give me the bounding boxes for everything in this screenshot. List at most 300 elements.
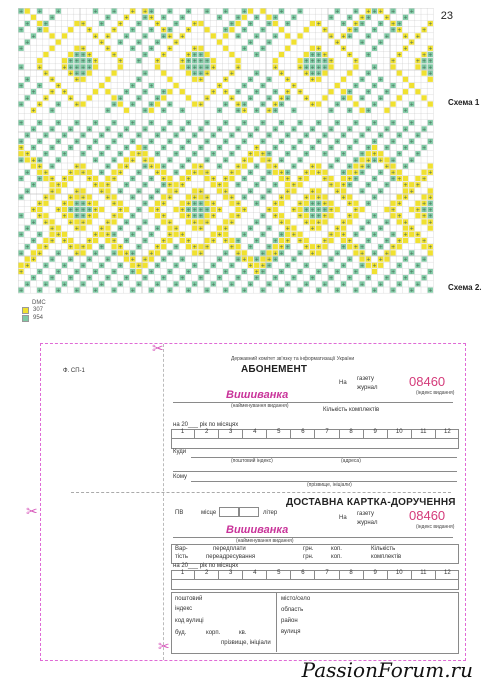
- stitch-symbol: +: [409, 269, 414, 276]
- stitch-symbol: +: [390, 120, 396, 127]
- stitch-symbol: +: [149, 250, 154, 257]
- stitch-symbol: +: [285, 133, 290, 139]
- stitch-cell: [143, 263, 148, 268]
- stitch-symbol: +: [260, 83, 266, 90]
- stitch-symbol: +: [297, 238, 303, 245]
- month-cell: 10: [387, 570, 411, 579]
- stitch-symbol: +: [260, 195, 266, 201]
- stitch-cell: [37, 207, 42, 212]
- stitch-symbol: +: [142, 126, 148, 133]
- stitch-symbol: +: [93, 9, 98, 15]
- stitch-symbol: +: [229, 219, 235, 226]
- address-box: [171, 592, 459, 654]
- stitch-symbol: +: [304, 58, 309, 65]
- kop-label: коп.: [331, 554, 342, 560]
- stitch-symbol: +: [111, 102, 117, 108]
- stitch-cell: [291, 226, 296, 231]
- mistse-label: місце: [201, 510, 217, 516]
- stitch-symbol: +: [415, 133, 421, 139]
- stitch-symbol: +: [223, 176, 228, 183]
- stitch-symbol: +: [403, 126, 408, 133]
- stitch-symbol: +: [223, 27, 228, 34]
- stitch-symbol: +: [279, 157, 284, 164]
- stitch-symbol: +: [235, 89, 241, 96]
- stitch-symbol: +: [254, 182, 259, 189]
- stitch-symbol: +: [211, 263, 216, 270]
- stitch-symbol: +: [260, 139, 266, 146]
- stitch-cell: [105, 188, 110, 193]
- stitch-symbol: +: [273, 164, 278, 170]
- stitch-symbol: +: [397, 151, 402, 158]
- stitch-symbol: +: [254, 89, 259, 96]
- stitch-symbol: +: [378, 133, 383, 139]
- stitch-symbol: +: [384, 89, 390, 96]
- stitch-cell: [167, 226, 172, 231]
- stitch-symbol: +: [186, 269, 191, 276]
- stitch-symbol: +: [291, 15, 297, 22]
- stitch-symbol: +: [167, 102, 173, 108]
- stitch-symbol: +: [180, 164, 185, 170]
- stitch-symbol: +: [18, 176, 24, 183]
- stitch-symbol: +: [285, 89, 290, 96]
- stitch-symbol: +: [279, 288, 284, 294]
- stitch-symbol: +: [192, 219, 197, 226]
- stitch-symbol: +: [366, 164, 371, 170]
- stitch-symbol: +: [372, 139, 377, 146]
- stitch-cell: [285, 195, 290, 200]
- stitch-symbol: +: [279, 102, 284, 108]
- kudy-label: Куди: [173, 449, 187, 455]
- stitch-symbol: +: [297, 120, 303, 127]
- month-cell: 3: [218, 570, 242, 579]
- stitch-symbol: +: [37, 64, 42, 71]
- stitch-cell: [81, 226, 86, 231]
- stitch-symbol: +: [229, 170, 235, 177]
- stitch-symbol: +: [173, 170, 179, 177]
- legend-item: [22, 314, 46, 322]
- stitch-symbol: +: [68, 257, 73, 263]
- stitch-symbol: +: [155, 40, 160, 46]
- gazetu-label: газету: [357, 376, 374, 382]
- stitch-symbol: +: [111, 288, 117, 294]
- stitch-cell: [329, 176, 334, 181]
- stitch-symbol: +: [248, 40, 253, 46]
- stitch-symbol: +: [409, 9, 414, 15]
- stitch-symbol: +: [31, 207, 36, 214]
- stitch-cell: [205, 27, 210, 32]
- stitch-symbol: +: [68, 71, 73, 77]
- stitch-symbol: +: [409, 120, 414, 127]
- stitch-symbol: +: [204, 195, 210, 201]
- stitch-symbol: +: [49, 126, 55, 133]
- stitch-symbol: +: [167, 232, 173, 239]
- stitch-symbol: +: [366, 9, 371, 15]
- month-cell: 9: [363, 570, 387, 579]
- stitch-symbol: +: [167, 139, 173, 146]
- stitch-symbol: +: [285, 281, 290, 288]
- stitch-symbol: +: [118, 226, 123, 232]
- stitch-symbol: +: [235, 238, 241, 245]
- stitch-cell: [391, 213, 396, 218]
- stitch-symbol: +: [347, 201, 352, 208]
- stitch-symbol: +: [192, 263, 197, 270]
- na-label: На: [339, 515, 347, 521]
- stitch-cell: [279, 213, 284, 218]
- stitch-symbol: +: [341, 133, 346, 139]
- stitch-symbol: +: [304, 170, 309, 177]
- stitch-symbol: +: [167, 46, 173, 53]
- stitch-symbol: +: [130, 102, 135, 108]
- stitch-symbol: +: [111, 269, 117, 276]
- stitch-symbol: +: [285, 238, 290, 245]
- stitch-symbol: +: [161, 176, 166, 183]
- stitch-cell: [211, 58, 216, 63]
- stitch-cell: [167, 188, 172, 193]
- stitch-symbol: +: [31, 145, 36, 152]
- stitch-cell: [186, 219, 191, 224]
- stitch-symbol: +: [99, 40, 104, 46]
- stitch-cell: [74, 21, 79, 26]
- stitch-symbol: +: [304, 281, 309, 288]
- pattern-grid: [18, 8, 436, 298]
- stitch-symbol: +: [62, 133, 67, 139]
- stitch-cell: [81, 102, 86, 107]
- cut-line: [71, 492, 451, 493]
- stitch-symbol: +: [372, 120, 377, 127]
- stitch-cell: [341, 188, 346, 193]
- stitch-symbol: +: [62, 281, 67, 288]
- stitch-cell: [322, 170, 327, 175]
- stitch-symbol: +: [242, 139, 247, 146]
- stitch-symbol: +: [310, 126, 315, 133]
- stitch-symbol: +: [316, 213, 321, 220]
- stitch-cell: [372, 269, 377, 274]
- stitch-symbol: +: [186, 238, 191, 245]
- stitch-cell: [378, 151, 383, 156]
- stitch-symbol: +: [235, 213, 241, 220]
- stitch-symbol: +: [316, 71, 321, 77]
- stitch-cell: [149, 157, 154, 162]
- stitch-symbol: +: [68, 145, 73, 152]
- stitch-symbol: +: [142, 182, 148, 189]
- stitch-symbol: +: [366, 145, 371, 152]
- stitch-symbol: +: [192, 281, 197, 288]
- stitch-cell: [105, 238, 110, 243]
- stitch-symbol: +: [384, 182, 390, 189]
- stitch-symbol: +: [74, 201, 80, 208]
- stitch-cell: [50, 182, 55, 187]
- stitch-symbol: +: [310, 64, 315, 71]
- stitch-symbol: +: [192, 151, 197, 158]
- stitch-symbol: +: [403, 108, 408, 115]
- stitch-symbol: +: [149, 83, 154, 90]
- stitch-symbol: +: [25, 133, 30, 139]
- stitch-cell: [198, 46, 203, 51]
- stitch-symbol: +: [198, 126, 204, 133]
- stitch-symbol: +: [335, 188, 340, 195]
- stitch-symbol: +: [204, 58, 210, 65]
- stitch-symbol: +: [254, 238, 259, 245]
- stitch-symbol: +: [74, 269, 80, 276]
- stitch-symbol: +: [366, 108, 371, 115]
- stitch-symbol: +: [155, 21, 160, 28]
- stitch-symbol: +: [421, 207, 427, 214]
- stitch-cell: [260, 257, 265, 262]
- stitch-symbol: +: [211, 64, 216, 71]
- stitch-symbol: +: [111, 213, 117, 220]
- stitch-symbol: +: [74, 288, 80, 294]
- stitch-cell: [161, 95, 166, 100]
- postal-index-label: індекс: [175, 606, 193, 612]
- stitch-symbol: +: [285, 95, 290, 102]
- stitch-symbol: +: [142, 164, 148, 170]
- stitch-symbol: +: [18, 102, 24, 108]
- stitch-cell: [409, 83, 414, 88]
- stitch-symbol: +: [167, 195, 173, 201]
- stitch-symbol: +: [347, 182, 352, 189]
- stitch-symbol: +: [359, 95, 365, 102]
- stitch-symbol: +: [310, 201, 315, 208]
- stitch-symbol: +: [56, 157, 61, 164]
- stitch-symbol: +: [328, 33, 334, 40]
- stitch-symbol: +: [142, 52, 148, 59]
- stitch-symbol: +: [341, 151, 346, 158]
- stitch-symbol: +: [347, 145, 352, 152]
- stitch-symbol: +: [56, 269, 61, 276]
- stitch-symbol: +: [49, 15, 55, 22]
- stitch-symbol: +: [279, 232, 284, 239]
- stitch-cell: [415, 176, 420, 181]
- stitch-symbol: +: [37, 269, 42, 276]
- stitch-cell: [403, 226, 408, 231]
- stitch-symbol: +: [378, 257, 383, 263]
- stitch-symbol: +: [80, 244, 86, 251]
- stitch-cell: [192, 102, 197, 107]
- stitch-symbol: +: [359, 15, 365, 22]
- stitch-symbol: +: [136, 281, 142, 288]
- stitch-symbol: +: [322, 281, 328, 288]
- stitch-symbol: +: [80, 21, 86, 28]
- stitch-symbol: +: [384, 250, 390, 257]
- stitch-symbol: +: [285, 21, 290, 28]
- stitch-symbol: +: [310, 250, 315, 257]
- stitch-symbol: +: [428, 219, 433, 226]
- stitch-symbol: +: [341, 195, 346, 201]
- legend-code: 307: [33, 307, 44, 313]
- stitch-cell: [112, 219, 117, 224]
- stitch-cell: [298, 232, 303, 237]
- stitch-symbol: +: [87, 52, 92, 59]
- stitch-symbol: +: [74, 64, 80, 71]
- stitch-symbol: +: [260, 288, 266, 294]
- stitch-symbol: +: [242, 120, 247, 127]
- stitch-symbol: +: [161, 89, 166, 96]
- stitch-cell: [415, 238, 420, 243]
- stitch-cell: [161, 244, 166, 249]
- stitch-symbol: +: [105, 195, 111, 201]
- stitch-symbol: +: [366, 201, 371, 208]
- stitch-symbol: +: [415, 151, 421, 158]
- stitch-symbol: +: [80, 207, 86, 214]
- stitch-cell: [223, 46, 228, 51]
- stitch-cell: [409, 207, 414, 212]
- rule: [171, 438, 459, 439]
- peredplaty-label: передплати: [213, 546, 246, 552]
- stitch-symbol: +: [353, 21, 359, 28]
- stitch-symbol: +: [304, 133, 309, 139]
- stitch-symbol: +: [316, 201, 321, 208]
- address-caption: (адреса): [341, 458, 361, 464]
- stitch-symbol: +: [223, 9, 228, 15]
- stitch-symbol: +: [266, 281, 272, 288]
- stitch-symbol: +: [25, 95, 30, 102]
- stitch-symbol: +: [142, 201, 148, 208]
- stitch-symbol: +: [74, 139, 80, 146]
- stitch-symbol: +: [18, 269, 24, 276]
- stitch-symbol: +: [99, 263, 104, 270]
- stitch-symbol: +: [390, 157, 396, 164]
- stitch-symbol: +: [198, 145, 204, 152]
- stitch-symbol: +: [186, 64, 191, 71]
- stitch-symbol: +: [260, 46, 266, 53]
- stitch-cell: [161, 219, 166, 224]
- stitch-symbol: +: [266, 77, 272, 84]
- stitch-symbol: +: [130, 213, 135, 220]
- stitch-cell: [322, 95, 327, 100]
- stitch-cell: [87, 71, 92, 76]
- stitch-cell: [68, 238, 73, 243]
- stitch-symbol: +: [180, 58, 185, 65]
- stitch-cell: [19, 263, 24, 268]
- stitch-cell: [198, 21, 203, 26]
- stitch-symbol: +: [130, 9, 135, 15]
- stitch-symbol: +: [235, 15, 241, 22]
- stitch-symbol: +: [161, 15, 166, 22]
- stitch-symbol: +: [260, 151, 266, 158]
- stitch-cell: [236, 207, 241, 212]
- stitch-symbol: +: [43, 170, 49, 177]
- stitch-symbol: +: [130, 250, 135, 257]
- stitch-cell: [397, 71, 402, 76]
- stitch-cell: [223, 195, 228, 200]
- stitch-symbol: +: [235, 102, 241, 108]
- stitch-cell: [112, 170, 117, 175]
- stitch-symbol: +: [409, 157, 414, 164]
- district-label: район: [281, 618, 298, 624]
- stitch-cell: [43, 176, 48, 181]
- month-cell: 6: [290, 429, 314, 438]
- stitch-symbol: +: [335, 102, 340, 108]
- stitch-cell: [192, 226, 197, 231]
- stitch-symbol: +: [291, 207, 297, 214]
- stitch-symbol: +: [266, 170, 272, 177]
- stitch-symbol: +: [118, 95, 123, 102]
- zhurnal-label: журнал: [357, 520, 378, 526]
- stitch-symbol: +: [87, 176, 92, 183]
- stitch-symbol: +: [37, 288, 42, 294]
- stitch-symbol: +: [322, 27, 328, 34]
- stitch-symbol: +: [372, 213, 377, 220]
- stitch-symbol: +: [173, 281, 179, 288]
- stitch-cell: [50, 195, 55, 200]
- stitch-symbol: +: [99, 226, 104, 232]
- year-label: на 20___ рік по місяцях: [173, 563, 239, 569]
- stitch-symbol: +: [359, 250, 365, 257]
- stitch-symbol: +: [62, 238, 67, 245]
- stitch-symbol: +: [390, 269, 396, 276]
- stitch-symbol: +: [415, 58, 421, 65]
- stitch-symbol: +: [310, 164, 315, 170]
- stitch-symbol: +: [198, 226, 204, 232]
- stitch-symbol: +: [111, 157, 117, 164]
- stitch-symbol: +: [279, 195, 284, 201]
- stitch-symbol: +: [372, 9, 377, 15]
- stitch-symbol: +: [378, 281, 383, 288]
- stitch-symbol: +: [273, 182, 278, 189]
- stitch-symbol: +: [353, 120, 359, 127]
- stitch-cell: [93, 213, 98, 218]
- stitch-symbol: +: [248, 281, 253, 288]
- stitch-cell: [87, 195, 92, 200]
- stitch-symbol: +: [428, 269, 433, 276]
- stitch-symbol: +: [136, 170, 142, 177]
- stitch-symbol: +: [335, 226, 340, 232]
- stitch-cell: [124, 157, 129, 162]
- stitch-symbol: +: [428, 288, 433, 294]
- stitch-cell: [310, 219, 315, 224]
- stitch-cell: [74, 170, 79, 175]
- stitch-symbol: +: [254, 201, 259, 208]
- stitch-symbol: +: [390, 21, 396, 28]
- stitch-symbol: +: [347, 52, 352, 59]
- stitch-symbol: +: [229, 263, 235, 270]
- stitch-symbol: +: [366, 71, 371, 77]
- stitch-symbol: +: [242, 269, 247, 276]
- stitch-symbol: +: [80, 195, 86, 201]
- stitch-cell: [285, 219, 290, 224]
- stitch-symbol: +: [49, 226, 55, 232]
- stitch-symbol: +: [372, 250, 377, 257]
- stitch-symbol: +: [341, 182, 346, 189]
- stitch-cell: [384, 207, 389, 212]
- stitch-symbol: +: [192, 21, 197, 28]
- stitch-symbol: +: [93, 250, 98, 257]
- stitch-symbol: +: [328, 232, 334, 239]
- stitch-symbol: +: [266, 108, 272, 115]
- stitch-symbol: +: [186, 288, 191, 294]
- stitch-symbol: +: [56, 288, 61, 294]
- stitch-symbol: +: [397, 281, 402, 288]
- stitch-symbol: +: [285, 188, 290, 195]
- stitch-symbol: +: [297, 176, 303, 183]
- stitch-cell: [124, 207, 129, 212]
- stitch-symbol: +: [322, 64, 328, 71]
- stitch-cell: [186, 195, 191, 200]
- stitch-symbol: +: [390, 170, 396, 177]
- stitch-symbol: +: [421, 145, 427, 152]
- stitch-symbol: +: [335, 120, 340, 127]
- stitch-symbol: +: [223, 238, 228, 245]
- stitch-symbol: +: [403, 15, 408, 22]
- stitch-symbol: +: [167, 33, 173, 40]
- stitch-cell: [347, 195, 352, 200]
- stitch-cell: [87, 219, 92, 224]
- stitch-symbol: +: [173, 151, 179, 158]
- stitch-symbol: +: [43, 151, 49, 158]
- stitch-cell: [329, 89, 334, 94]
- stitch-symbol: +: [111, 9, 117, 15]
- schema-2-label: Схема 2.: [448, 283, 482, 292]
